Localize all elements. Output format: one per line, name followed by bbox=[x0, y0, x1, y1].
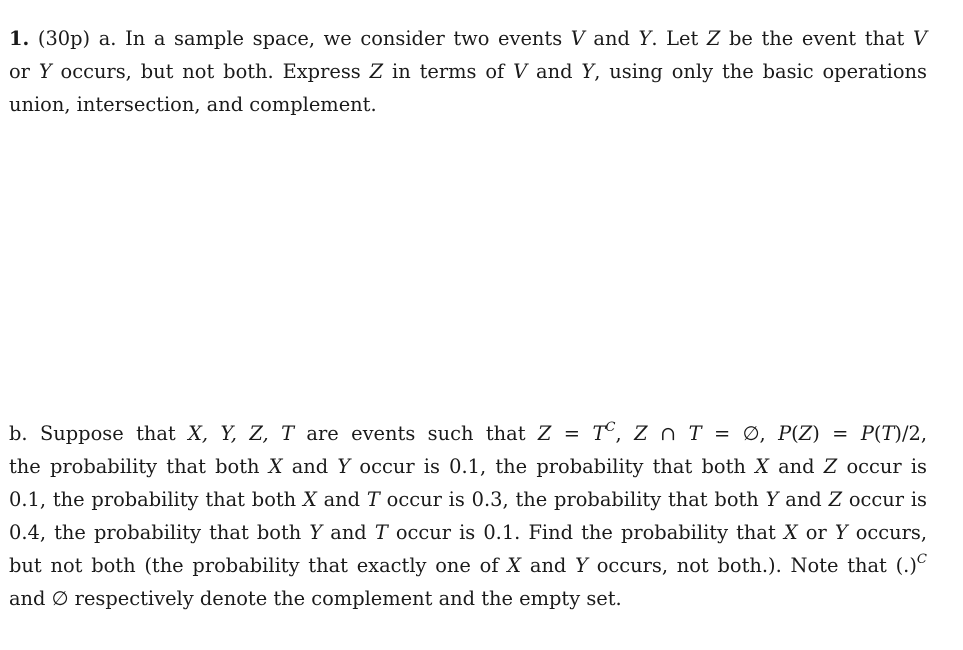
part-b-line-4 bbox=[9, 516, 927, 549]
math-var: Z bbox=[828, 488, 843, 511]
math-var: Z bbox=[706, 27, 721, 50]
text: and bbox=[282, 455, 338, 478]
math-var: P bbox=[860, 422, 874, 445]
part-a-line-1 bbox=[9, 22, 927, 55]
part-a-line-2 bbox=[9, 55, 927, 88]
math-var: T bbox=[881, 422, 895, 445]
text: , bbox=[615, 422, 635, 445]
text: b. Suppose that bbox=[9, 422, 189, 445]
text: )/2, bbox=[894, 422, 928, 445]
complement-superscript: C bbox=[605, 419, 616, 435]
math-var: Y bbox=[581, 60, 595, 83]
math-var: Y bbox=[337, 455, 351, 478]
text: . Let bbox=[651, 27, 707, 50]
text: ∩ bbox=[647, 422, 689, 445]
math-var: P bbox=[778, 422, 792, 445]
text: 0.1, the probability that both bbox=[9, 488, 303, 511]
problem-part-b bbox=[9, 417, 927, 615]
text: or bbox=[9, 60, 39, 83]
math-var: Y bbox=[765, 488, 779, 511]
math-var: T bbox=[688, 422, 702, 445]
text: but not both (the probability that exactly one of bbox=[9, 554, 508, 577]
math-var: X bbox=[302, 488, 317, 511]
math-var: X bbox=[783, 521, 798, 544]
part-b-line-6 bbox=[9, 582, 927, 615]
math-var: Y bbox=[575, 554, 588, 577]
text: occur is bbox=[837, 455, 927, 478]
math-var: T bbox=[366, 488, 380, 511]
part-b-line-2 bbox=[9, 450, 927, 483]
math-var: X bbox=[507, 554, 522, 577]
math-var: Z bbox=[369, 60, 384, 83]
math-var: Y bbox=[638, 27, 652, 50]
math-var: X bbox=[268, 455, 283, 478]
text: 0.4, the probability that both bbox=[9, 521, 310, 544]
math-var: T bbox=[374, 521, 388, 544]
problem-part-a bbox=[9, 22, 927, 121]
math-var: V bbox=[912, 27, 927, 50]
text: and bbox=[527, 60, 582, 83]
text: or bbox=[797, 521, 835, 544]
problem-number: 1. bbox=[9, 27, 30, 50]
text: occur is 0.1, the probability that both bbox=[350, 455, 756, 478]
text: occur is 0.1. Find the probability that bbox=[387, 521, 784, 544]
math-var: X bbox=[755, 455, 769, 478]
part-b-line-3 bbox=[9, 483, 927, 516]
text: and bbox=[322, 521, 375, 544]
text: (30p) a. In a sample space, we consider two events bbox=[37, 27, 571, 50]
text: occur is 0.3, the probability that both bbox=[379, 488, 766, 511]
text: and bbox=[778, 488, 829, 511]
text: and bbox=[768, 455, 824, 478]
text: occurs, bbox=[847, 521, 928, 544]
text: ) = bbox=[812, 422, 861, 445]
math-var: Z bbox=[798, 422, 813, 445]
text: be the event that bbox=[720, 27, 913, 50]
text: occurs, but not both. Express bbox=[51, 60, 370, 83]
math-var: T bbox=[592, 422, 606, 445]
text: are events such that bbox=[294, 422, 538, 445]
text: ( bbox=[873, 422, 882, 445]
text: ( bbox=[791, 422, 799, 445]
text: in terms of bbox=[383, 60, 514, 83]
part-b-line-1 bbox=[9, 417, 927, 450]
text: and bbox=[316, 488, 367, 511]
text: and bbox=[521, 554, 576, 577]
math-var: Z bbox=[537, 422, 552, 445]
math-var: V bbox=[513, 60, 528, 83]
text: occurs, not both.). Note that (.) bbox=[587, 554, 917, 577]
math-var: Z bbox=[634, 422, 648, 445]
complement-superscript: C bbox=[916, 551, 927, 567]
part-b-line-5 bbox=[9, 549, 927, 582]
math-var: Z bbox=[823, 455, 838, 478]
math-var: Y bbox=[309, 521, 323, 544]
math-var: X, Y, Z, T bbox=[188, 422, 295, 445]
text: = bbox=[551, 422, 593, 445]
text: union, intersection, and complement. bbox=[9, 93, 377, 116]
text: occur is bbox=[842, 488, 928, 511]
text: , using only the basic operations bbox=[594, 60, 927, 83]
part-a-line-3 bbox=[9, 88, 927, 121]
math-var: Y bbox=[38, 60, 52, 83]
text: and ∅ respectively denote the complement and the empty set. bbox=[9, 587, 622, 610]
text: the probability that both bbox=[9, 455, 269, 478]
math-var: V bbox=[570, 27, 585, 50]
text: and bbox=[584, 27, 639, 50]
text: = ∅, bbox=[701, 422, 779, 445]
math-var: Y bbox=[834, 521, 848, 544]
